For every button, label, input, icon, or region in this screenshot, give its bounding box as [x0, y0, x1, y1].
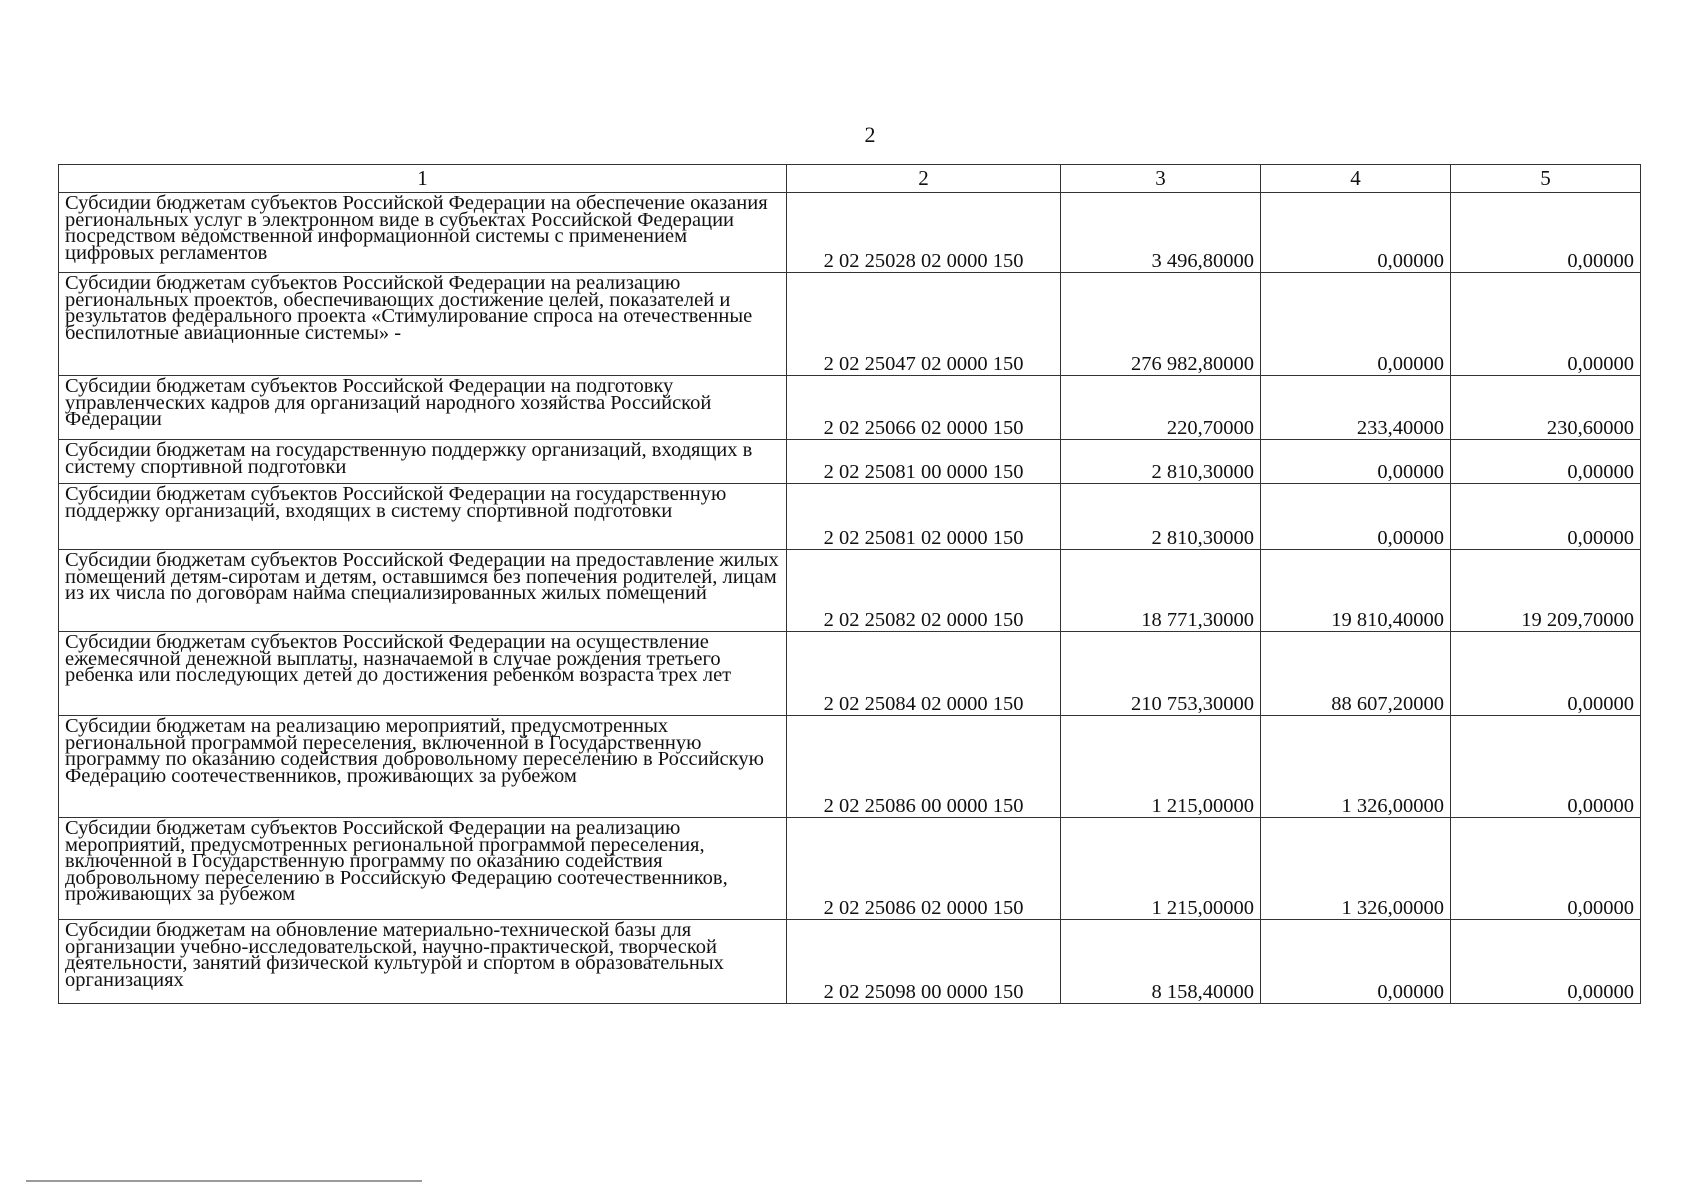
row-description: Субсидии бюджетам на обновление материально-технической базы для организации учебно-исследовательской, научно-практической, творческой деятельности, занятий физической культурой и спортом в образовательных организациях: [59, 920, 787, 1004]
row-value-col4: 1 326,00000: [1261, 716, 1451, 818]
row-value-col3: 8 158,40000: [1061, 920, 1261, 1004]
row-value-col3: 2 810,30000: [1061, 440, 1261, 484]
row-description: Субсидии бюджетам субъектов Российской Федерации на обеспечение оказания региональных услуг в электронном виде в субъектах Российской Федерации посредством ведомственной информационной системы с применением цифровых регламентов: [59, 193, 787, 273]
table-row: [59, 376, 1641, 440]
row-code: 2 02 25082 02 0000 150: [787, 550, 1061, 632]
row-code: 2 02 25086 00 0000 150: [787, 716, 1061, 818]
row-value-col3: 1 215,00000: [1061, 716, 1261, 818]
row-value-col4: 1 326,00000: [1261, 818, 1451, 920]
row-value-col4: 0,00000: [1261, 920, 1451, 1004]
row-value-col4: 0,00000: [1261, 440, 1451, 484]
row-description: Субсидии бюджетам субъектов Российской Федерации на государственную поддержку организаций, входящих в систему спортивной подготовки: [59, 484, 787, 550]
row-description: Субсидии бюджетам на реализацию мероприятий, предусмотренных региональной программой переселения, включенной в Государственную программу по оказанию содействия добровольному переселению в Российскую Федерацию соотечественников, проживающих за рубежом: [59, 716, 787, 818]
row-value-col4: 88 607,20000: [1261, 632, 1451, 716]
budget-table: [58, 164, 1641, 1004]
table-header: [59, 165, 1641, 193]
row-value-col3: 18 771,30000: [1061, 550, 1261, 632]
row-description: Субсидии бюджетам субъектов Российской Федерации на подготовку управленческих кадров для организаций народного хозяйства Российской Федерации: [59, 376, 787, 440]
table-row: [59, 550, 1641, 632]
header-row: [59, 165, 1641, 193]
row-value-col5: 0,00000: [1451, 632, 1641, 716]
row-code: 2 02 25084 02 0000 150: [787, 632, 1061, 716]
table-row: [59, 716, 1641, 818]
row-description: Субсидии бюджетам на государственную поддержку организаций, входящих в систему спортивной подготовки: [59, 440, 787, 484]
table-row: [59, 440, 1641, 484]
table-row: [59, 818, 1641, 920]
table-body: [59, 193, 1641, 1004]
row-value-col5: 0,00000: [1451, 193, 1641, 273]
row-value-col3: 276 982,80000: [1061, 273, 1261, 376]
row-value-col5: 230,60000: [1451, 376, 1641, 440]
header-col-1: 1: [59, 165, 787, 193]
row-value-col4: 0,00000: [1261, 193, 1451, 273]
row-code: 2 02 25028 02 0000 150: [787, 193, 1061, 273]
row-value-col5: 0,00000: [1451, 273, 1641, 376]
row-code: 2 02 25047 02 0000 150: [787, 273, 1061, 376]
table-row: [59, 920, 1641, 1004]
row-code: 2 02 25081 02 0000 150: [787, 484, 1061, 550]
table-row: [59, 632, 1641, 716]
table-row: [59, 193, 1641, 273]
row-description: Субсидии бюджетам субъектов Российской Федерации на реализацию региональных проектов, обеспечивающих достижение целей, показателей и результатов федерального проекта «Стимулирование спроса на отечественные беспилотные авиационные системы» -: [59, 273, 787, 376]
row-value-col5: 0,00000: [1451, 818, 1641, 920]
scan-artifact-line: [26, 1180, 422, 1182]
row-code: 2 02 25081 00 0000 150: [787, 440, 1061, 484]
row-value-col5: 19 209,70000: [1451, 550, 1641, 632]
row-description: Субсидии бюджетам субъектов Российской Федерации на реализацию мероприятий, предусмотренных региональной программой переселения, включенной в Государственную программу по оказанию содействия добровольному переселению в Российскую Федерацию соотечественников, проживающих за рубежом: [59, 818, 787, 920]
row-value-col3: 210 753,30000: [1061, 632, 1261, 716]
header-col-5: 5: [1451, 165, 1641, 193]
row-description: Субсидии бюджетам субъектов Российской Федерации на предоставление жилых помещений детям-сиротам и детям, оставшимся без попечения родителей, лицам из их числа по договорам найма специализированных жилых помещений: [59, 550, 787, 632]
page-number: 2: [864, 122, 876, 147]
table-row: [59, 273, 1641, 376]
row-value-col3: 1 215,00000: [1061, 818, 1261, 920]
row-value-col4: 19 810,40000: [1261, 550, 1451, 632]
row-value-col5: 0,00000: [1451, 716, 1641, 818]
row-value-col5: 0,00000: [1451, 484, 1641, 550]
row-code: 2 02 25066 02 0000 150: [787, 376, 1061, 440]
row-value-col5: 0,00000: [1451, 920, 1641, 1004]
row-value-col3: 3 496,80000: [1061, 193, 1261, 273]
header-col-3: 3: [1061, 165, 1261, 193]
table-row: [59, 484, 1641, 550]
row-value-col4: 0,00000: [1261, 273, 1451, 376]
row-value-col3: 220,70000: [1061, 376, 1261, 440]
row-value-col3: 2 810,30000: [1061, 484, 1261, 550]
row-description: Субсидии бюджетам субъектов Российской Федерации на осуществление ежемесячной денежной выплаты, назначаемой в случае рождения третьего ребенка или последующих детей до достижения ребенком возраста трех лет: [59, 632, 787, 716]
header-col-4: 4: [1261, 165, 1451, 193]
row-code: 2 02 25098 00 0000 150: [787, 920, 1061, 1004]
row-code: 2 02 25086 02 0000 150: [787, 818, 1061, 920]
row-value-col4: 233,40000: [1261, 376, 1451, 440]
row-value-col5: 0,00000: [1451, 440, 1641, 484]
row-value-col4: 0,00000: [1261, 484, 1451, 550]
header-col-2: 2: [787, 165, 1061, 193]
